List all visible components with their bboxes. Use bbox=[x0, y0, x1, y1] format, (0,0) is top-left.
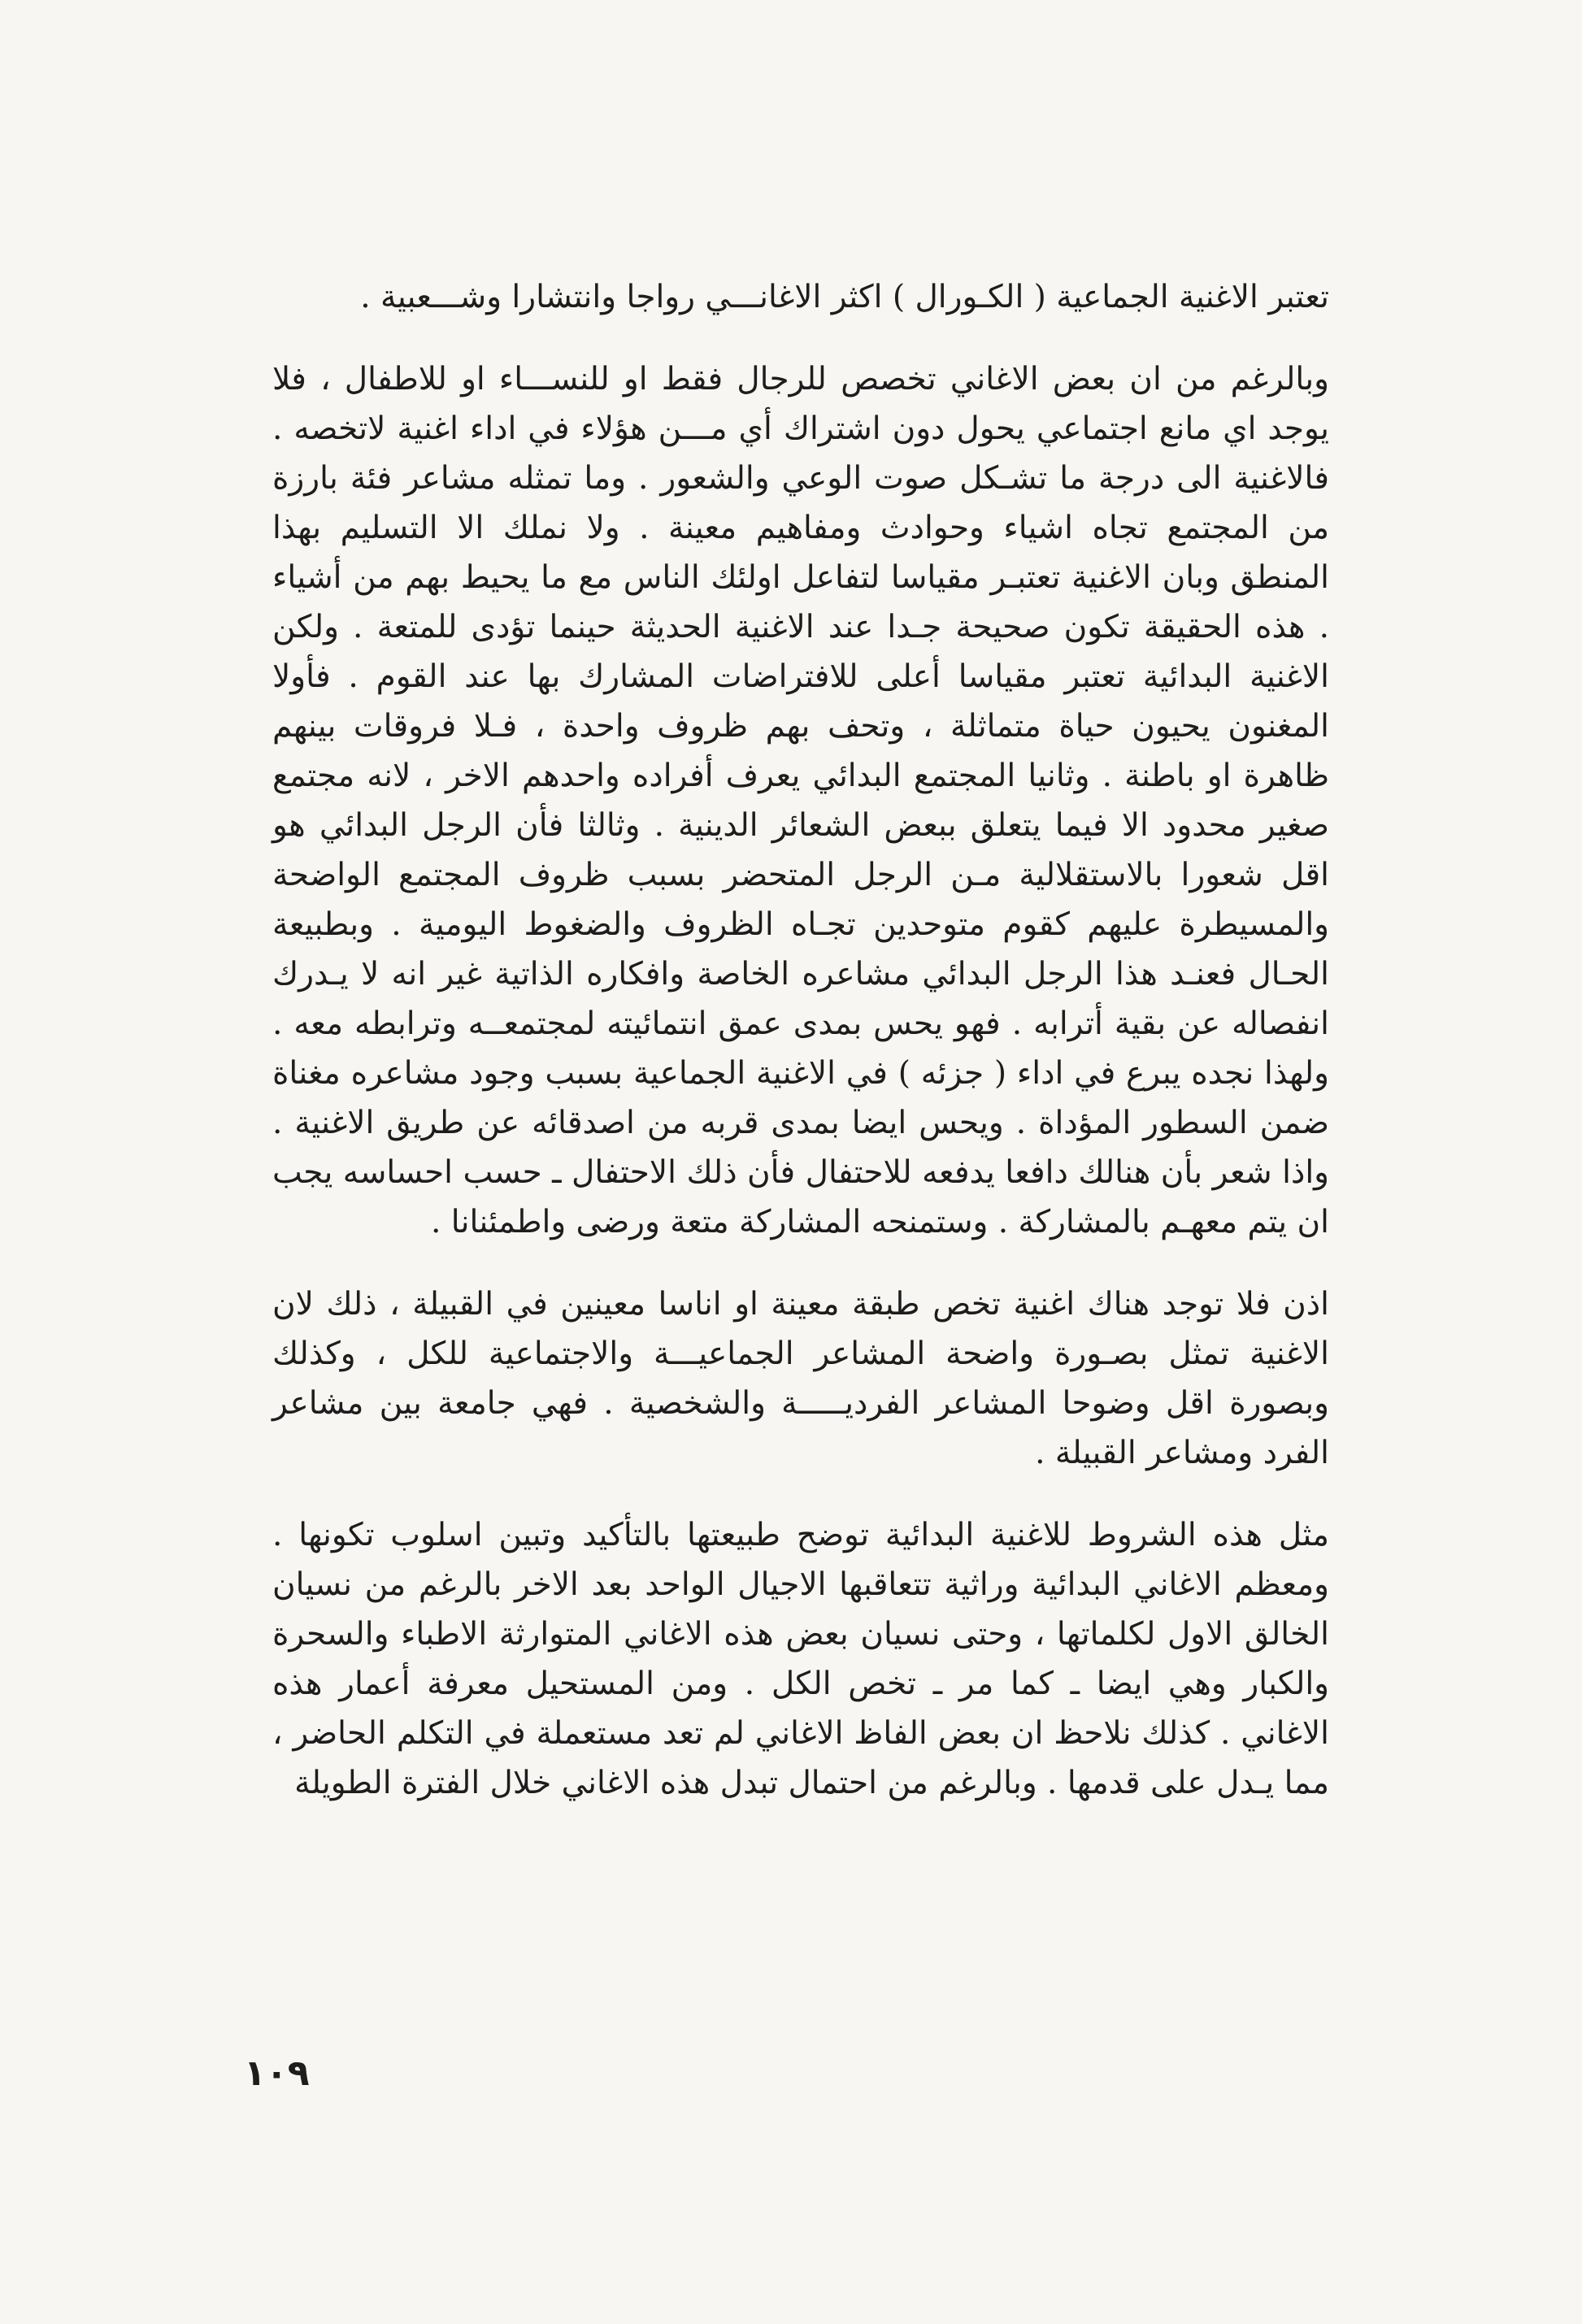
page-number: ١٠٩ bbox=[244, 2053, 310, 2094]
body-text bbox=[272, 272, 1329, 1840]
paragraph-2: وبالرغم من ان بعض الاغاني تخصص للرجال فقط او للنســـاء او للاطفال ، فلا يوجد اي مانع اجتماعي يحول دون اشتراك أي مـــن هؤلاء في اداء اغنية لاتخصه . فالاغنية الى درجة ما تشـكل صوت الوعي والشعور . وما تمثله مشاعر فئة بارزة من المجتمع تجاه اشياء وحوادث ومفاهيم معينة . ولا نملك الا التسليم بهذا المنطق وبان الاغنية تعتبـر مقياسا لتفاعل اولئك الناس مع ما يحيط بهم من أشياء . هذه الحقيقة تكون صحيحة جـدا عند الاغنية الحديثة حينما تؤدى للمتعة . ولكن الاغنية البدائية تعتبر مقياسا أعلى للافتراضات المشارك بها عند القوم . فأولا المغنون يحيون حياة متماثلة ، وتحف بهم ظروف واحدة ، فـلا فروقات بينهم ظاهرة او باطنة . وثانيا المجتمع البدائي يعرف أفراده واحدهم الاخر ، لانه مجتمع صغير محدود الا فيما يتعلق ببعض الشعائر الدينية . وثالثا فأن الرجل البدائي هو اقل شعورا بالاستقلالية مـن الرجل المتحضر بسبب ظروف المجتمع الواضحة والمسيطرة عليهم كقوم متوحدين تجـاه الظروف والضغوط اليومية . وبطبيعة الحـال فعنـد هذا الرجل البدائي مشاعره الخاصة وافكاره الذاتية غير انه لا يـدرك انفصاله عن بقية أترابه . فهو يحس بمدى عمق انتمائيته لمجتمعــه وترابطه معه . ولهذا نجده يبرع في اداء ( جزئه ) في الاغنية الجماعية بسبب وجود مشاعره مغناة ضمن السطور المؤداة . ويحس ايضا بمدى قربه من اصدقائه عن طريق الاغنية . واذا شعر بأن هنالك دافعا يدفعه للاحتفال فأن ذلك الاحتفال ـ حسب احساسه يجب ان يتم معهـم بالمشاركة . وستمنحه المشاركة متعة ورضى واطمئنانا . bbox=[272, 361, 1329, 1240]
paragraph-3: اذن فلا توجد هناك اغنية تخص طبقة معينة او اناسا معينين في القبيلة ، ذلك لان الاغنية تمثل بصـورة واضحة المشاعر الجماعيـــة والاجتماعية للكل ، وكذلك وبصورة اقل وضوحا المشاعر الفرديـــــة والشخصية . فهي جامعة بين مشاعر الفرد ومشاعر القبيلة . bbox=[272, 1286, 1329, 1471]
paragraph-4: مثل هذه الشروط للاغنية البدائية توضح طبيعتها بالتأكيد وتبين اسلوب تكونها . ومعظم الاغاني البدائية وراثية تتعاقبها الاجيال الواحد بعد الاخر بالرغم من نسيان الخالق الاول لكلماتها ، وحتى نسيان بعض هذه الاغاني المتوارثة الاطباء والسحرة والكبار وهي ايضا ـ كما مر ـ تخص الكل . ومن المستحيل معرفة أعمار هذه الاغاني . كذلك نلاحظ ان بعض الفاظ الاغاني لم تعد مستعملة في التكلم الحاضر ، مما يـدل على قدمها . وبالرغم من احتمال تبدل هذه الاغاني خلال الفترة الطويلة bbox=[272, 1517, 1329, 1801]
paragraph-1: تعتبر الاغنية الجماعية ( الكـورال ) اكثر الاغانـــي رواجا وانتشارا وشـــعبية . bbox=[360, 279, 1329, 315]
